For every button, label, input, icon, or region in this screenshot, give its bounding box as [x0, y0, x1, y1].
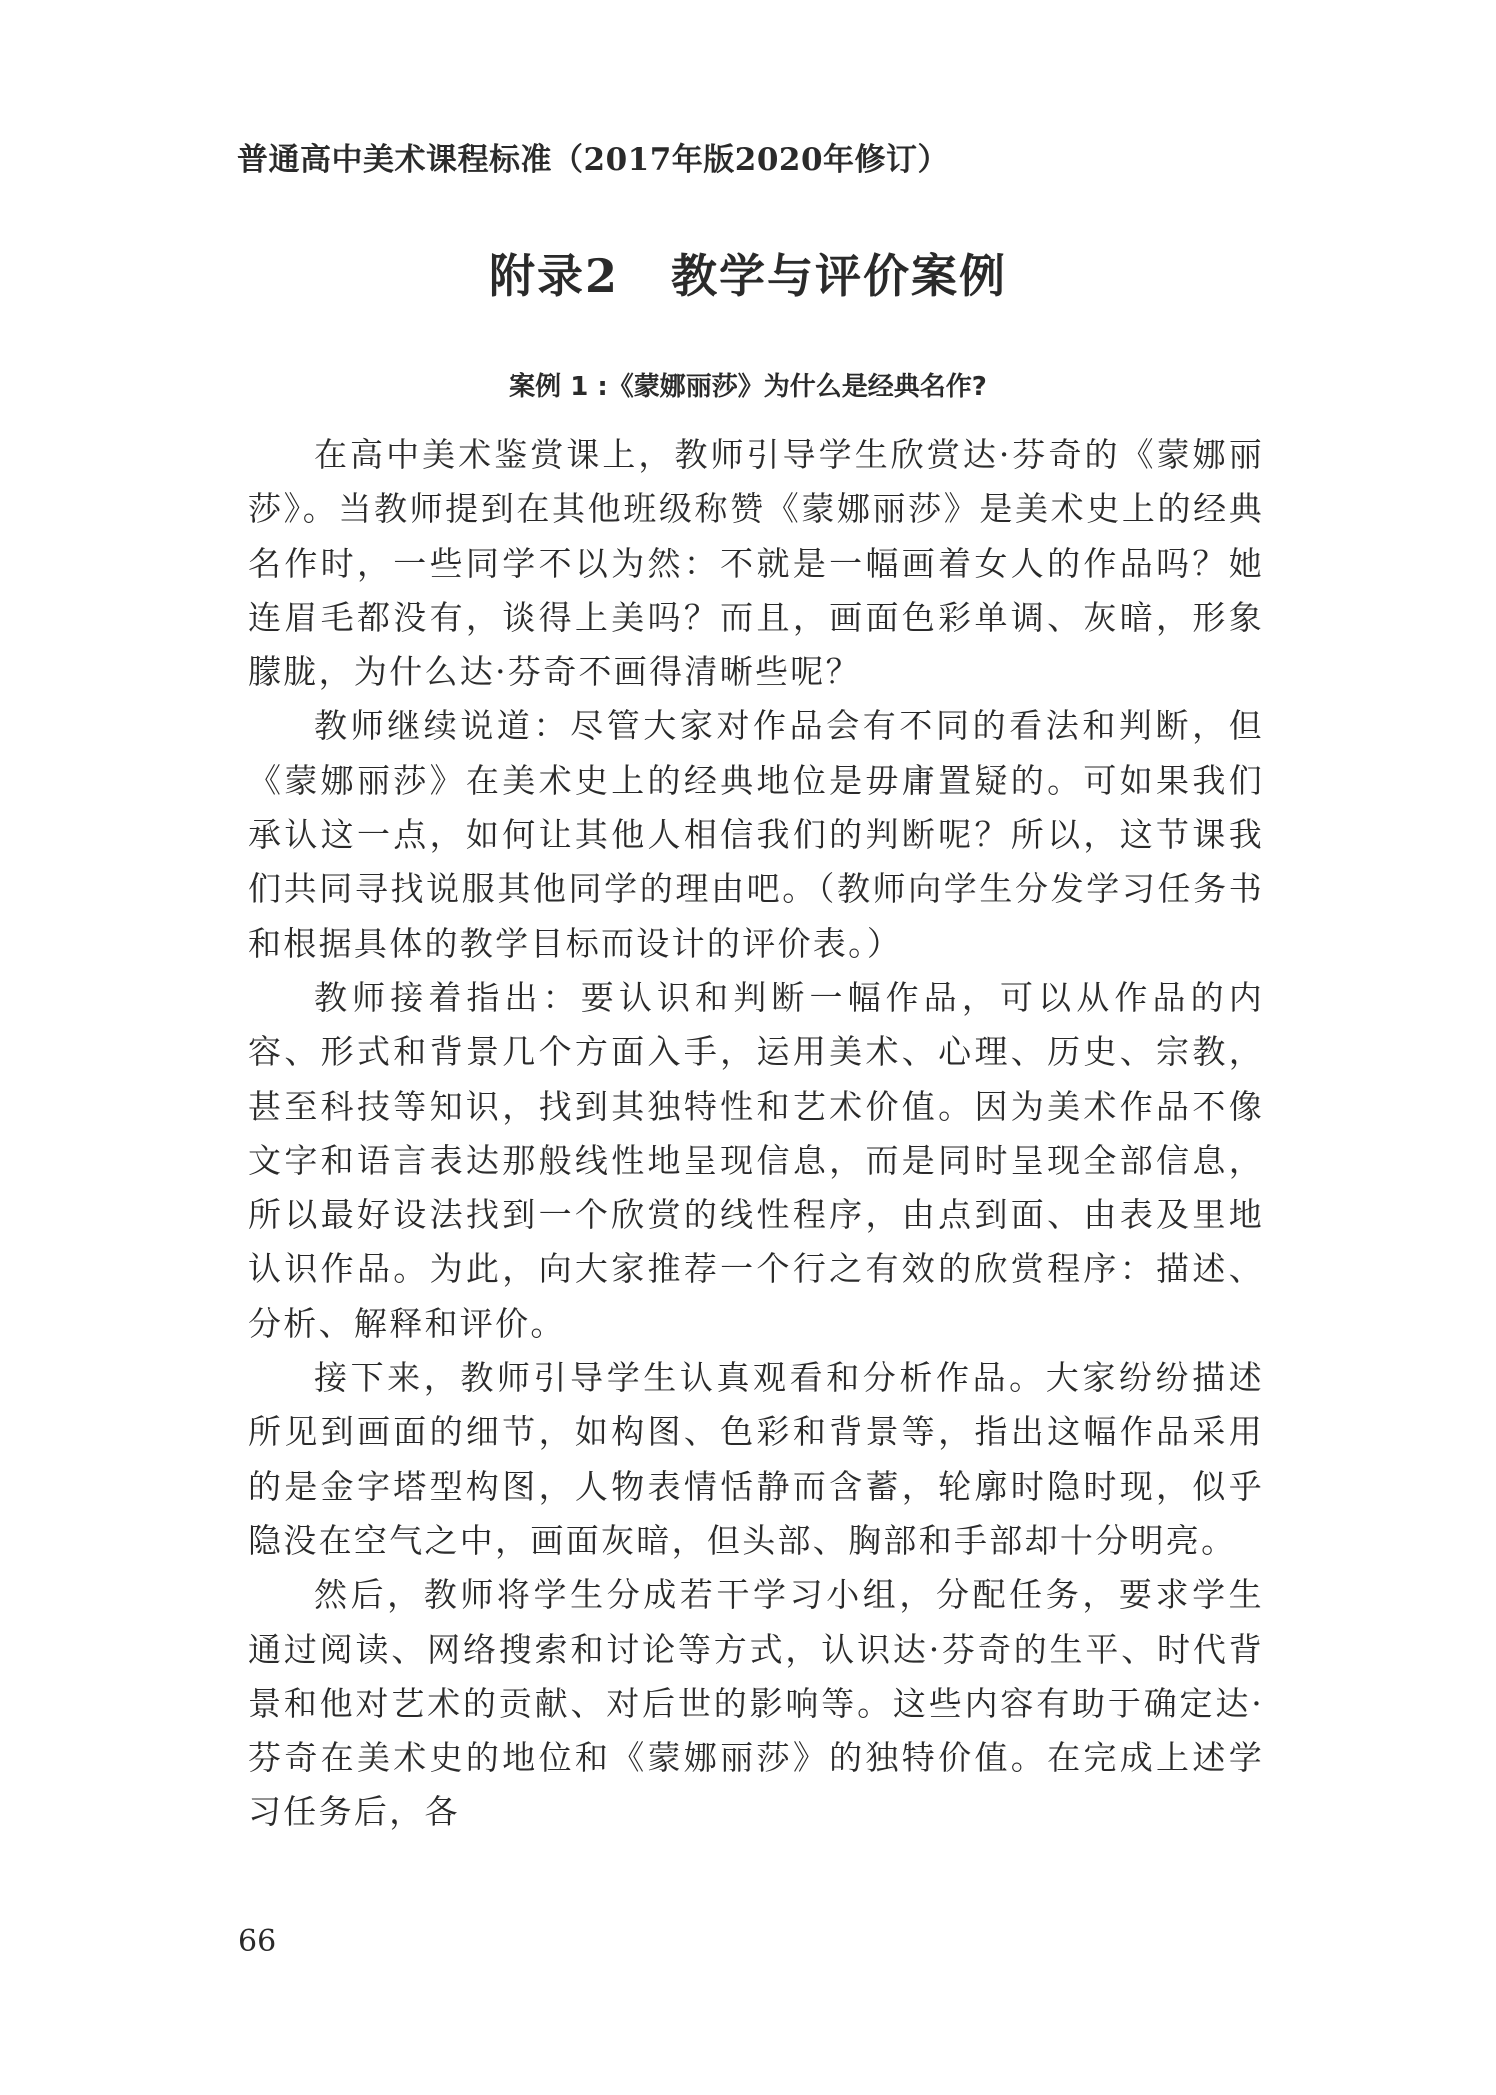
paragraph: 接下来，教师引导学生认真观看和分析作品。大家纷纷描述所见到画面的细节，如构图、色彩和背景等，指出这幅作品采用的是金字塔型构图，人物表情恬静而含蓄，轮廓时隐时现，似乎隐没在空气之中，画面灰暗，但头部、胸部和手部却十分明亮。 [248, 1358, 1264, 1560]
running-header: 普通高中美术课程标准（2017年版2020年修订） [237, 142, 950, 178]
paragraph: 在高中美术鉴赏课上，教师引导学生欣赏达·芬奇的《蒙娜丽莎》。当教师提到在其他班级称赞《蒙娜丽莎》是美术史上的经典名作时，一些同学不以为然：不就是一幅画着女人的作品吗？她连眉毛都没有，谈得上美吗？而且，画面色彩单调、灰暗，形象朦胧，为什么达·芬奇不画得清晰些呢？ [248, 435, 1264, 692]
paragraph: 教师继续说道：尽管大家对作品会有不同的看法和判断，但《蒙娜丽莎》在美术史上的经典地位是毋庸置疑的。可如果我们承认这一点，如何让其他人相信我们的判断呢？所以，这节课我们共同寻找说服其他同学的理由吧。（教师向学生分发学习任务书和根据具体的教学目标而设计的评价表。） [248, 706, 1264, 963]
paragraph: 然后，教师将学生分成若干学习小组，分配任务，要求学生通过阅读、网络搜索和讨论等方式，认识达·芬奇的生平、时代背景和他对艺术的贡献、对后世的影响等。这些内容有助于确定达·芬奇在美术史的地位和《蒙娜丽莎》的独特价值。在完成上述学习任务后，各 [248, 1575, 1264, 1832]
appendix-title: 教学与评价案例 [671, 249, 1007, 303]
appendix-label: 附录2 [488, 249, 619, 303]
body-text [248, 428, 1264, 1840]
case-title: 案例 1 :《蒙娜丽莎》为什么是经典名作? [509, 372, 987, 402]
appendix-heading [0, 240, 1496, 306]
page-number: 66 [238, 1924, 277, 1959]
paragraph: 教师接着指出：要认识和判断一幅作品，可以从作品的内容、形式和背景几个方面入手，运用美术、心理、历史、宗教，甚至科技等知识，找到其独特性和艺术价值。因为美术作品不像文字和语言表达那般线性地呈现信息，而是同时呈现全部信息，所以最好设法找到一个欣赏的线性程序，由点到面、由表及里地认识作品。为此，向大家推荐一个行之有效的欣赏程序：描述、分析、解释和评价。 [248, 977, 1264, 1343]
